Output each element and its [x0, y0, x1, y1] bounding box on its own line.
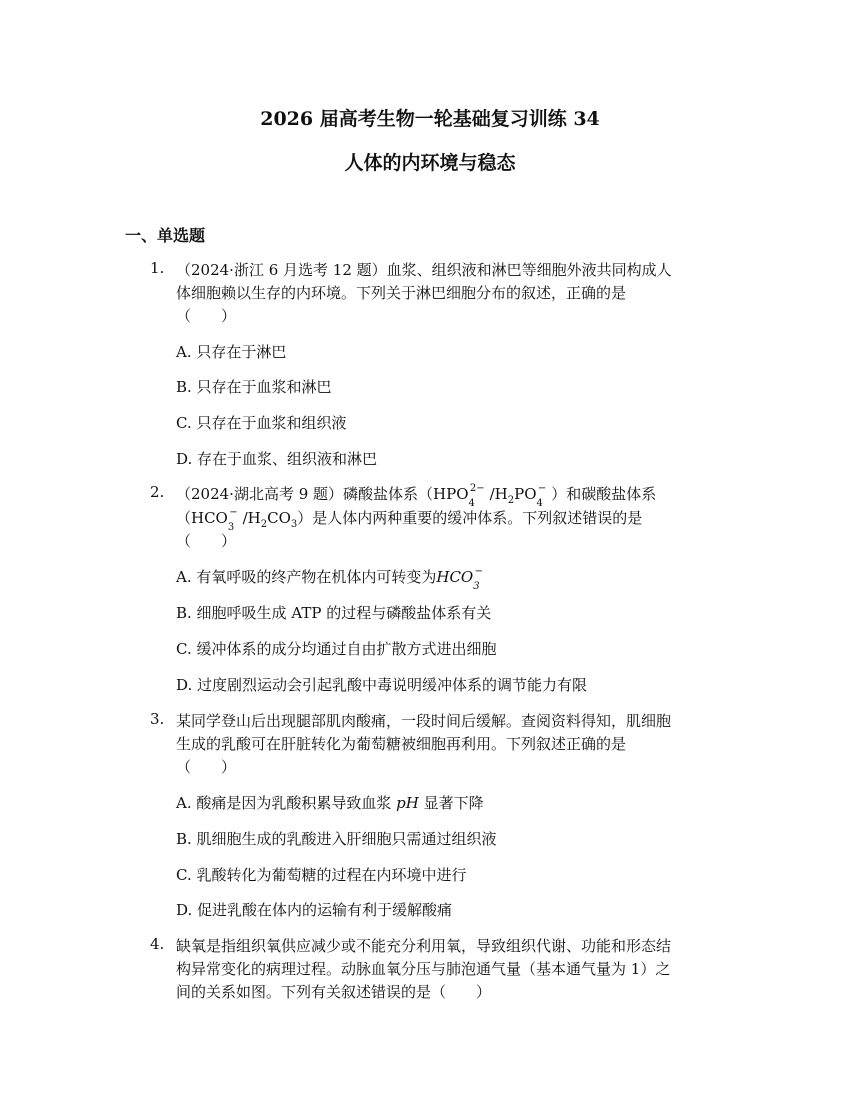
formula-hco3: $_3$− [227, 507, 238, 533]
question-text-line: （2024·浙江 6 月选考 12 题）血浆、组织液和淋巴等细胞外液共同构成人 [176, 261, 672, 279]
question-text-line: 某同学登山后出现腿部肌肉酸痛，一段时间后缓解。查阅资料得知，肌细胞 [176, 712, 672, 730]
option-d: D. 存在于血浆、组织液和淋巴 [176, 450, 378, 468]
option-a: A. 有氧呼吸的终产物在机体内可转变为$HCO_3^-$ [176, 566, 483, 592]
option-a: A. 酸痛是因为乳酸积累导致血浆 pH 显著下降 [176, 794, 484, 812]
formula-hpo4: $_4^{2-}$ [468, 483, 485, 509]
answer-blank: （ ） [176, 532, 237, 550]
option-b: B. 肌细胞生成的乳酸进入肝细胞只需通过组织液 [176, 830, 497, 848]
formula-hco3-italic: HCO [436, 568, 474, 586]
question-text-line: 构异常变化的病理过程。动脉血氧分压与肺泡通气量（基本通气量为 1）之 [176, 960, 671, 978]
option-b: B. 只存在于血浆和淋巴 [176, 378, 332, 396]
question-text-line: 生成的乳酸可在肝脏转化为葡萄糖被细胞再利用。下列叙述正确的是 [176, 735, 627, 753]
question-number: 3. [150, 710, 165, 728]
option-c: C. 只存在于血浆和组织液 [176, 414, 347, 432]
question-text-line: 间的关系如图。下列有关叙述错误的是（ ） [176, 983, 492, 1001]
option-d: D. 促进乳酸在体内的运输有利于缓解酸痛 [176, 901, 453, 919]
question-number: 2. [150, 483, 165, 501]
option-a: A. 只存在于淋巴 [176, 343, 287, 361]
option-c: C. 缓冲体系的成分均通过自由扩散方式进出细胞 [176, 640, 497, 658]
option-c: C. 乳酸转化为葡萄糖的过程在内环境中进行 [176, 866, 467, 884]
question-text-line: （$HCO_3^-$ $/H_2CO_3$）是人体内两种重要的缓冲体系。下列叙述错误的是 [176, 507, 643, 533]
question-text-line: 缺氧是指组织氧供应减少或不能充分利用氧，导致组织代谢、功能和形态结 [176, 937, 672, 955]
document-subtitle: 人体的内环境与稳态 [344, 152, 516, 174]
question-text-line: 体细胞赖以生存的内环境。下列关于淋巴细胞分布的叙述，正确的是 [176, 284, 627, 302]
option-d: D. 过度剧烈运动会引起乳酸中毒说明缓冲体系的调节能力有限 [176, 676, 588, 694]
answer-blank: （ ） [176, 758, 237, 776]
section-heading: 一、单选题 [125, 226, 206, 245]
question-number: 1. [150, 259, 165, 277]
document-title: 2026 届高考生物一轮基础复习训练 34 [260, 108, 600, 130]
question-number: 4. [150, 935, 165, 953]
answer-blank: （ ） [176, 307, 237, 325]
question-text-line: （2024·湖北高考 9 题）磷酸盐体系（$HPO_4^{2-}$ $/H_2PO_4^-$ ）和碳酸盐体系 [176, 483, 657, 509]
formula-h2po4: $_4$− [536, 483, 547, 509]
option-b: B. 细胞呼吸生成 ATP 的过程与磷酸盐体系有关 [176, 604, 492, 622]
